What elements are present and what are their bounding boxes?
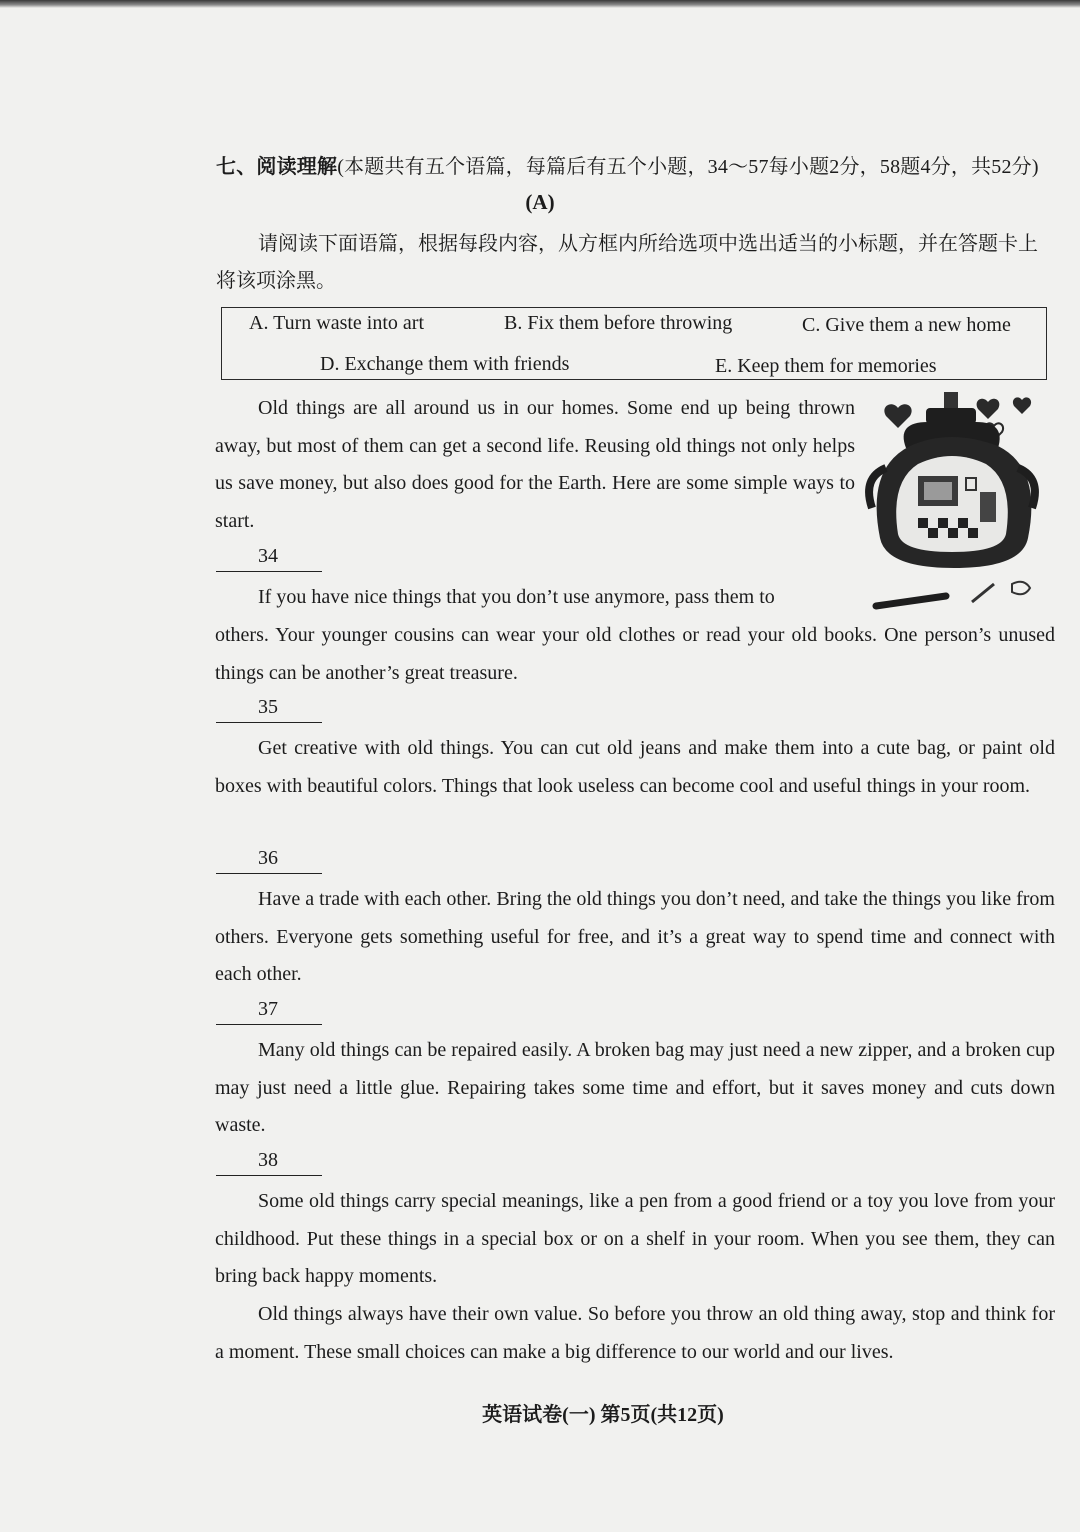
page-footer: 英语试卷(一) 第5页(共12页): [482, 1404, 724, 1426]
paragraph-35: Get creative with old things. You can cut old jeans and make them into a cute bag, or paint old boxes with beautiful colors. Things that look useless can become cool and useful things in your room.: [215, 737, 1055, 797]
section-note: (本题共有五个语篇，每篇后有五个小题，34～57每小题2分，58题4分，共52分): [337, 156, 1039, 178]
section-number: 七、: [216, 156, 257, 178]
paragraph-34: others. Your younger cousins can wear your old clothes or read your old books. One person’s unused things can be another’s great treasure.: [215, 624, 1055, 684]
heart-icon: [884, 404, 911, 428]
paragraph-38: Some old things carry special meanings, like a pen from a good friend or a toy you love from your childhood. Put these things in a special box or on a shelf in your room. When you see them, they can bring back happy moments.: [215, 1190, 1055, 1288]
section-title: 阅读理解: [256, 156, 338, 178]
answer-blank-35: [216, 692, 322, 723]
option-c: C. Give them a new home: [802, 314, 1011, 336]
blank-number: 34: [258, 545, 278, 567]
option-b: B. Fix them before throwing: [504, 312, 733, 334]
option-e: E. Keep them for memories: [715, 355, 937, 377]
conclusion-paragraph: Old things always have their own value. So before you throw an old thing away, stop and think for a moment. These small choices can make a big difference to our world and our lives.: [215, 1303, 1055, 1363]
paragraph-34-first-line: If you have nice things that you don’t use anymore, pass them to: [258, 586, 775, 608]
answer-blank-38: [216, 1145, 322, 1176]
answer-blank-34: [216, 541, 322, 572]
instructions: 请阅读下面语篇，根据每段内容，从方框内所给选项中选出适当的小标题，并在答题卡上将该项涂黑。: [216, 233, 1038, 292]
paragraph-37: Many old things can be repaired easily. A broken bag may just need a new zipper, and a broken cup may just need a little glue. Repairing takes some time and effort, but it saves money and cuts down waste.: [215, 1039, 1055, 1137]
heart-icon: [1013, 397, 1031, 414]
section-heading: [216, 150, 1066, 179]
blank-number: 35: [258, 696, 278, 718]
option-a: A. Turn waste into art: [249, 312, 424, 334]
blank-number: 36: [258, 847, 278, 869]
passage-label: (A): [525, 190, 555, 214]
answer-blank-36: [216, 843, 322, 874]
heart-icon: [977, 399, 1000, 419]
blank-number: 37: [258, 998, 278, 1020]
option-d: D. Exchange them with friends: [320, 353, 570, 375]
answer-blank-37: [216, 994, 322, 1025]
options-box: [221, 307, 1047, 380]
paragraph-36: Have a trade with each other. Bring the old things you don’t need, and take the things you like from others. Everyone gets something useful for free, and it’s a great way to spend time and connect with each other.: [215, 888, 1055, 986]
old-things-bag-illustration: [862, 388, 1042, 618]
intro-paragraph: Old things are all around us in our homes. Some end up being thrown away, but most of them can get a second life. Reusing old things not only helps us save money, but also does good for the Earth. Here are some simple ways to start.: [215, 397, 855, 533]
blank-number: 38: [258, 1149, 278, 1171]
